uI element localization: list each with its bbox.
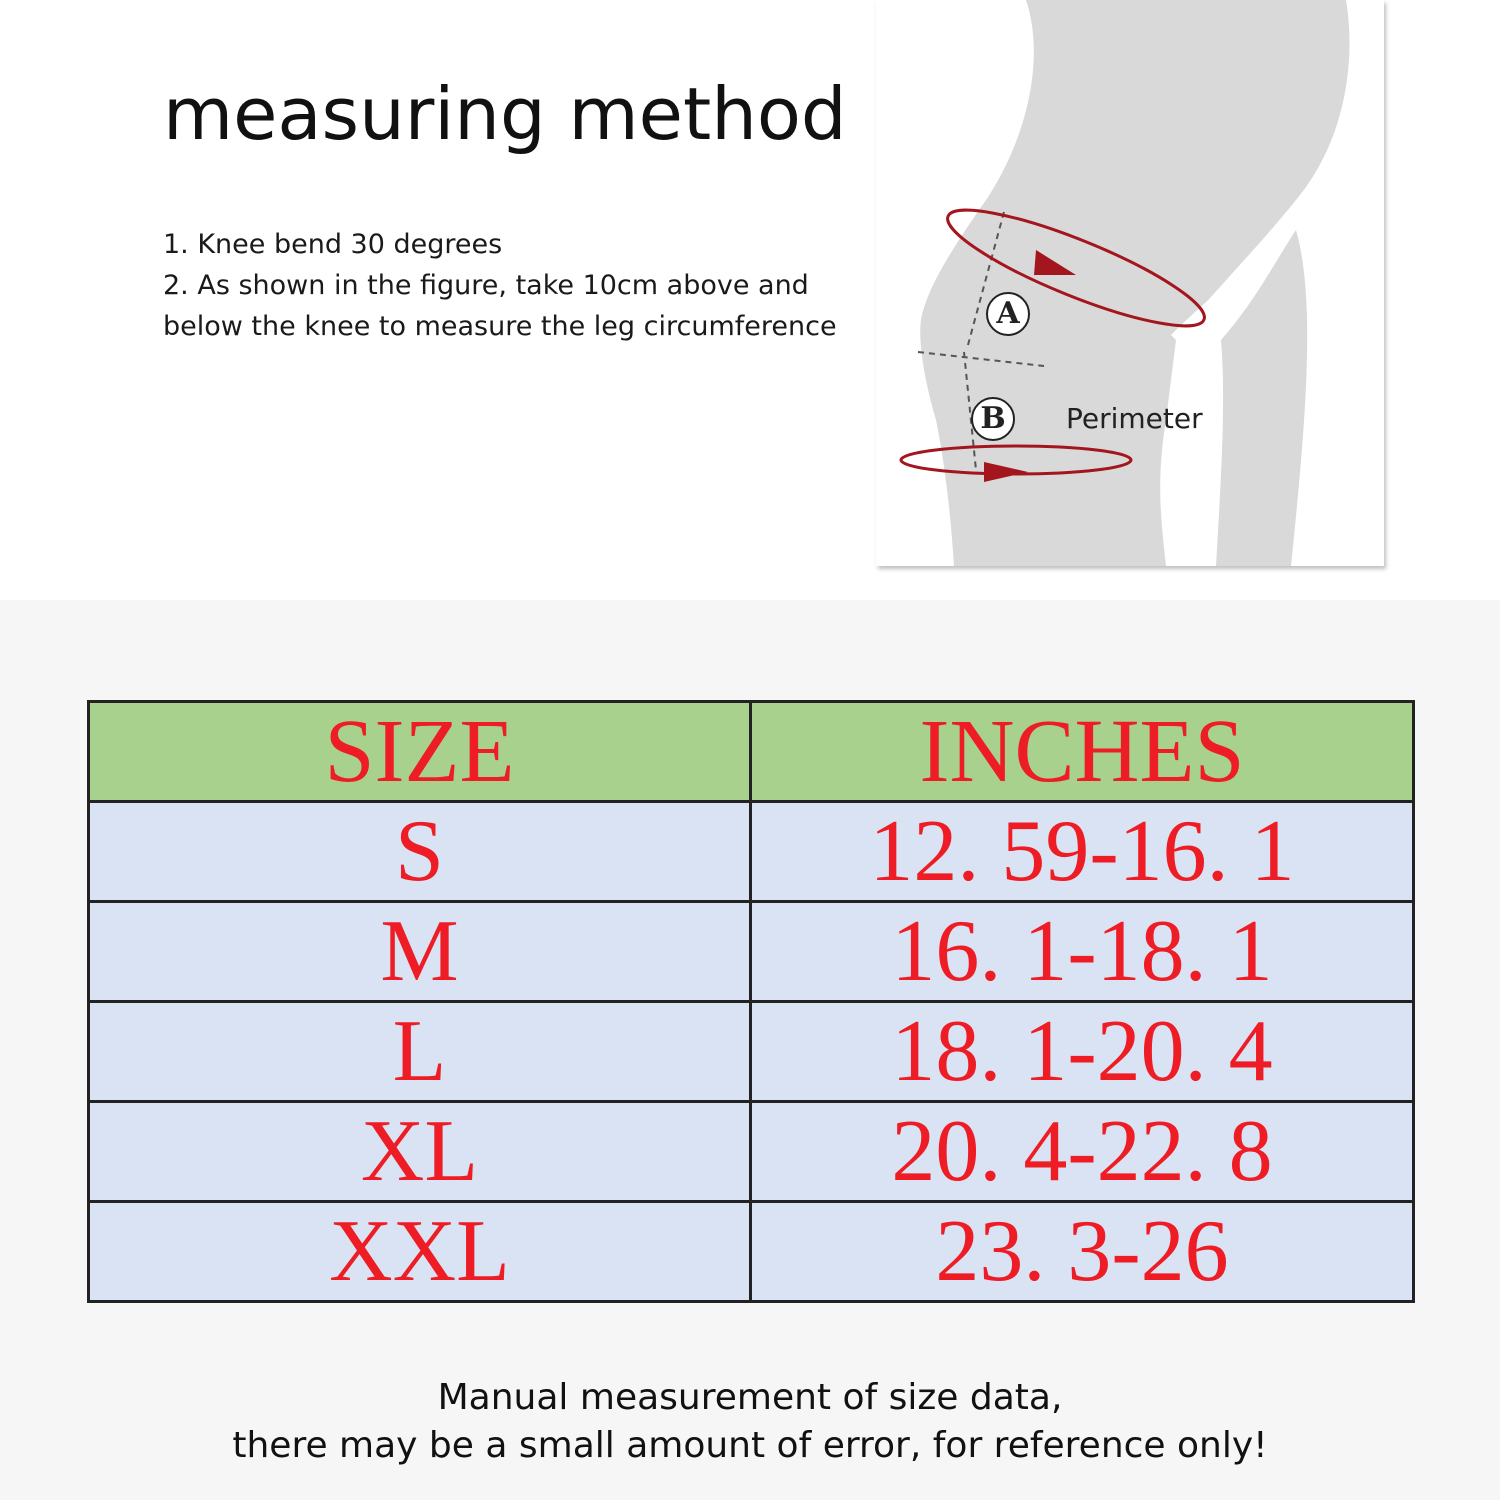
note-line-1: Manual measurement of size data, <box>437 1377 1063 1418</box>
header-inches: INCHES <box>751 702 1414 802</box>
table-row <box>89 1202 1414 1302</box>
step-2: 2. As shown in the figure, take 10cm above and <box>163 270 809 301</box>
step-2-continued: below the knee to measure the leg circumference <box>163 311 837 342</box>
size-table <box>87 700 1415 1303</box>
size-cell: L <box>89 1002 751 1102</box>
size-cell: XL <box>89 1102 751 1202</box>
marker-a: A <box>986 292 1030 336</box>
inches-cell: 20. 4-22. 8 <box>751 1102 1414 1202</box>
header-size: SIZE <box>89 702 751 802</box>
table-header-row <box>89 702 1414 802</box>
measuring-title: measuring method <box>163 72 847 156</box>
marker-b: B <box>971 397 1015 441</box>
inches-cell: 12. 59-16. 1 <box>751 802 1414 902</box>
step-1: 1. Knee bend 30 degrees <box>163 229 503 260</box>
measuring-section <box>0 0 1500 600</box>
size-cell: S <box>89 802 751 902</box>
inches-cell: 23. 3-26 <box>751 1202 1414 1302</box>
inches-cell: 16. 1-18. 1 <box>751 902 1414 1002</box>
knee-measurement-figure <box>876 0 1384 566</box>
table-row <box>89 802 1414 902</box>
table-row <box>89 1102 1414 1202</box>
leg-illustration <box>876 0 1384 566</box>
note-line-2: there may be a small amount of error, for reference only! <box>232 1425 1268 1466</box>
size-cell: M <box>89 902 751 1002</box>
size-cell: XXL <box>89 1202 751 1302</box>
disclaimer-note <box>0 1374 1500 1470</box>
table-row <box>89 1002 1414 1102</box>
perimeter-label: Perimeter <box>1066 402 1203 435</box>
back-leg-shape <box>1216 230 1307 566</box>
table-row <box>89 902 1414 1002</box>
inches-cell: 18. 1-20. 4 <box>751 1002 1414 1102</box>
measuring-steps <box>163 224 863 347</box>
